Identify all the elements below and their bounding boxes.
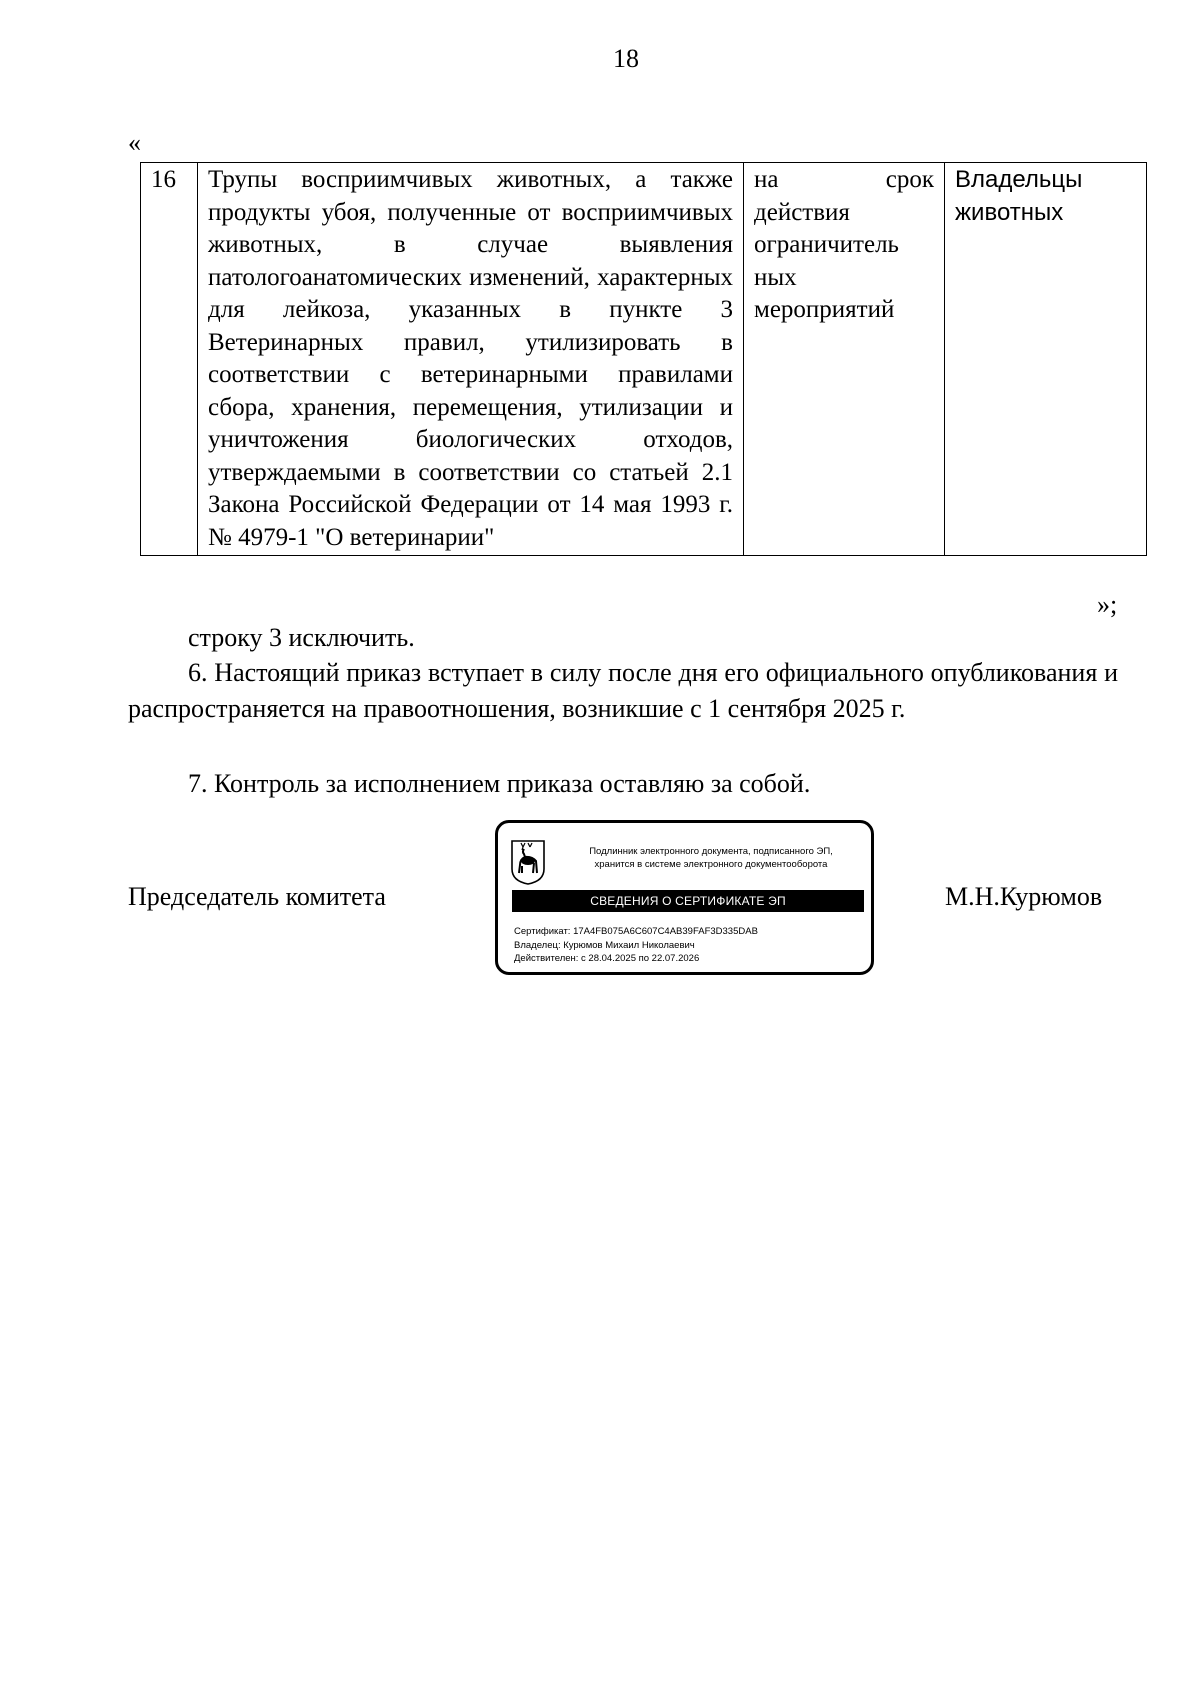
stamp-header-line: Подлинник электронного документа, подписанного ЭП, (589, 846, 833, 857)
stamp-header (556, 845, 866, 871)
paragraph-7: 7. Контроль за исполнением приказа оставляю за собой. (188, 769, 811, 798)
page-number: 18 (613, 44, 639, 73)
row-description-cell: Трупы восприимчивых животных, а также продукты убоя, полученные от восприимчивых животных, в случае выявления патологоанатомических изменений, характерных для лейкоза, указанных в пункте 3 Ветеринарных правил, утилизировать в соответствии с ветеринарными правилами сбора, хранения, перемещения, утилизации и уничтожения биологических отходов, утверждаемыми в соответствии со статьей 2.1 Закона Российской Федерации от 14 мая 1993 г. № 4979-1 "О ветеринарии" (198, 163, 744, 556)
row-responsible-cell: Владельцы животных (945, 163, 1147, 556)
paragraph-6: 6. Настоящий приказ вступает в силу после дня его официального опубликования и распространяется на правоотношения, возникшие с 1 сентября 2025 г. (128, 658, 1118, 723)
measures-table (140, 162, 1147, 556)
opening-quote-mark: « (128, 128, 141, 157)
electronic-signature-stamp (495, 820, 874, 975)
row-number-cell: 16 (141, 163, 198, 556)
deer-coat-of-arms-icon (510, 839, 546, 885)
signer-title: Председатель комитета (128, 882, 386, 911)
certificate-owner: Владелец: Курюмов Михаил Николаевич (514, 939, 695, 951)
signer-name: М.Н.Курюмов (945, 882, 1103, 911)
row-term-cell: на срок действия ограничитель ных мероприятий (744, 163, 945, 556)
table-row (141, 163, 1147, 556)
closing-quote-mark: »; (1097, 590, 1118, 619)
stamp-header-line: хранится в системе электронного документооборота (594, 859, 828, 870)
certificate-info-bar: СВЕДЕНИЯ О СЕРТИФИКАТЕ ЭП (512, 890, 864, 912)
paragraph-strike-row: строку 3 исключить. (188, 623, 415, 652)
certificate-details (514, 925, 758, 966)
certificate-serial: Сертификат: 17A4FB075A6C607C4AB39FAF3D335DAB (514, 926, 758, 937)
certificate-validity: Действителен: с 28.04.2025 по 22.07.2026 (514, 953, 700, 964)
